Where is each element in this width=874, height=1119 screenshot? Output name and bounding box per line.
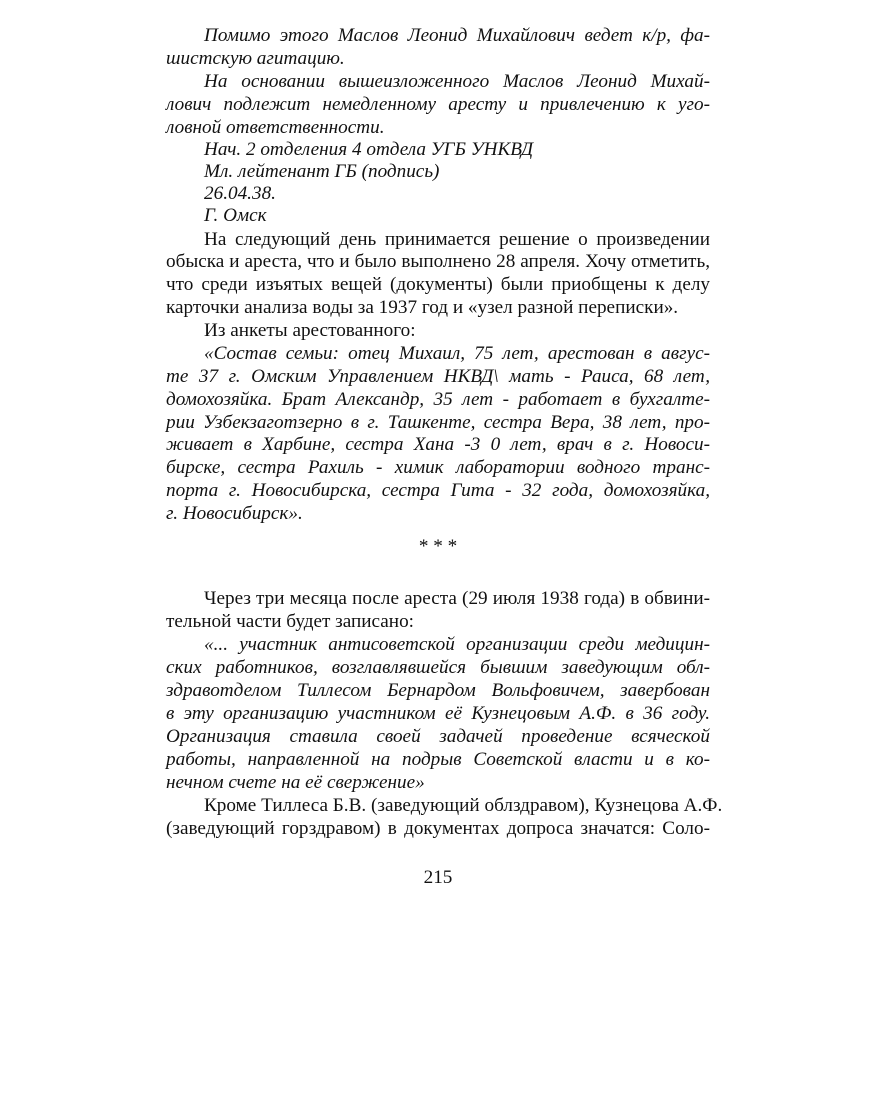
text-line: На основании вышеизложенного Маслов Леонид Михай- [204, 71, 710, 92]
signature-place: Г. Омск [204, 205, 267, 226]
signature-line: Мл. лейтенант ГБ (подпись) [204, 161, 440, 182]
text-line: карточки анализа воды за 1937 год и «узел разной переписки». [166, 297, 679, 318]
text-line: Помимо этого Маслов Леонид Михайлович ведет к/р, фа- [204, 25, 710, 46]
quote-line: домохозяйка. Брат Александр, 35 лет - работает в бухгалте- [166, 389, 710, 410]
quote-line: г. Новосибирск». [166, 503, 303, 524]
quote-line: ских работников, возглавлявшейся бывшим заведующим обл- [166, 657, 710, 678]
text-line: (заведующий горздравом) в документах допроса значатся: Соло- [166, 818, 710, 839]
quote-line: «Состав семьи: отец Михаил, 75 лет, арестован в авгус- [204, 343, 710, 364]
quote-line: здравотделом Тиллесом Бернардом Вольфовичем, завербован [166, 680, 710, 701]
text-line: ловной ответственности. [166, 117, 385, 138]
signature-date: 26.04.38. [204, 183, 276, 204]
text-line: Через три месяца после ареста (29 июля 1938 года) в обвини- [204, 588, 710, 609]
text-line: На следующий день принимается решение о произведении [204, 229, 710, 250]
quote-line: живает в Харбине, сестра Хана -3 0 лет, врач в г. Новоси- [166, 434, 710, 455]
quote-line: нечном счете на её свержение» [166, 772, 425, 793]
quote-line: Организация ставила своей задачей проведение всяческой [166, 726, 710, 747]
quote-line: рии Узбекзаготзерно в г. Ташкенте, сестра Вера, 38 лет, про- [166, 412, 710, 433]
text-line: обыска и ареста, что и было выполнено 28 апреля. Хочу отметить, [166, 251, 710, 272]
quote-line: бирске, сестра Рахиль - химик лаборатории водного транс- [166, 457, 710, 478]
text-line: что среди изъятых вещей (документы) были приобщены к делу [166, 274, 710, 295]
text-line: лович подлежит немедленному аресту и привлечению к уго- [166, 94, 710, 115]
quote-line: порта г. Новосибирска, сестра Гита - 32 года, домохозяйка, [166, 480, 710, 501]
page-number: 215 [423, 867, 453, 888]
quote-line: работы, направленной на подрыв Советской власти и в ко- [166, 749, 710, 770]
quote-line: в эту организацию участником её Кузнецовым А.Ф. в 36 году. [166, 703, 710, 724]
text-line: тельной части будет записано: [166, 611, 415, 632]
text-line: шистскую агитацию. [166, 48, 345, 69]
signature-line: Нач. 2 отделения 4 отдела УГБ УНКВД [204, 139, 534, 160]
text-line: Из анкеты арестованного: [204, 320, 416, 341]
section-separator: * * * [418, 536, 458, 557]
text-line: Кроме Тиллеса Б.В. (заведующий облздравом), Кузнецова А.Ф. [204, 795, 723, 816]
quote-line: «... участник антисоветской организации среди медицин- [204, 634, 710, 655]
quote-line: те 37 г. Омским Управлением НКВД\ мать - Раиса, 68 лет, [166, 366, 710, 387]
